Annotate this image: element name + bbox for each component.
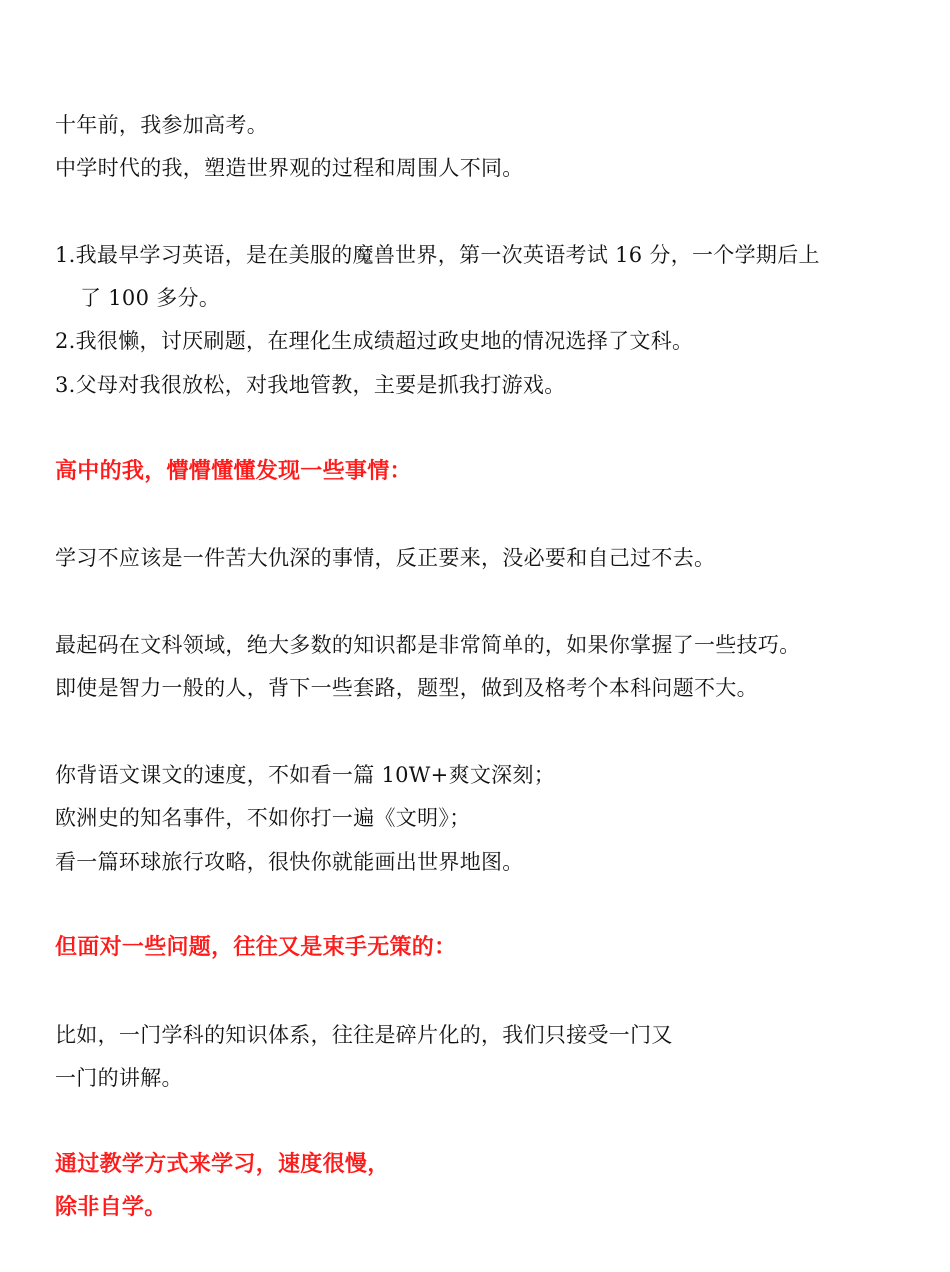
paragraph-knowledge-system: 比如，一门学科的知识体系，往往是碎片化的，我们只接受一门又 (55, 1023, 673, 1047)
paragraph-travel-guide: 看一篇环球旅行攻略，很快你就能画出世界地图。 (55, 850, 524, 874)
paragraph-average-person: 即使是智力一般的人，背下一些套路，题型，做到及格考个本科问题不大。 (55, 676, 758, 700)
list-item-2: 2.我很懒，讨厌刷题，在理化生成绩超过政史地的情况选择了文科。 (55, 329, 694, 353)
heading-high-school: 高中的我，懵懵懂懂发现一些事情： (55, 459, 412, 484)
heading-teaching-slow: 通过教学方式来学习，速度很慢， (55, 1152, 390, 1177)
paragraph-liberal-arts: 最起码在文科领域，绝大多数的知识都是非常简单的，如果你掌握了一些技巧。 (55, 633, 801, 657)
list-item-3: 3.父母对我很放松，对我地管教，主要是抓我打游戏。 (55, 373, 566, 397)
paragraph-chinese-text: 你背语文课文的速度，不如看一篇 10W+爽文深刻； (55, 763, 556, 787)
paragraph-knowledge-system-continued: 一门的讲解。 (55, 1066, 183, 1090)
heading-self-study: 除非自学。 (55, 1195, 167, 1220)
paragraph-learning: 学习不应该是一件苦大仇深的事情，反正要来，没必要和自己过不去。 (55, 546, 716, 570)
paragraph-middle-school: 中学时代的我，塑造世界观的过程和周围人不同。 (55, 156, 524, 180)
list-item-1: 1.我最早学习英语，是在美服的魔兽世界，第一次英语考试 16 分，一个学期后上 (55, 243, 820, 267)
paragraph-intro: 十年前，我参加高考。 (55, 113, 268, 137)
paragraph-european-history: 欧洲史的知名事件，不如你打一遍《文明》； (55, 806, 471, 830)
list-item-1-continued: 了 100 多分。 (80, 286, 221, 310)
heading-problems: 但面对一些问题，往往又是束手无策的： (55, 935, 457, 960)
